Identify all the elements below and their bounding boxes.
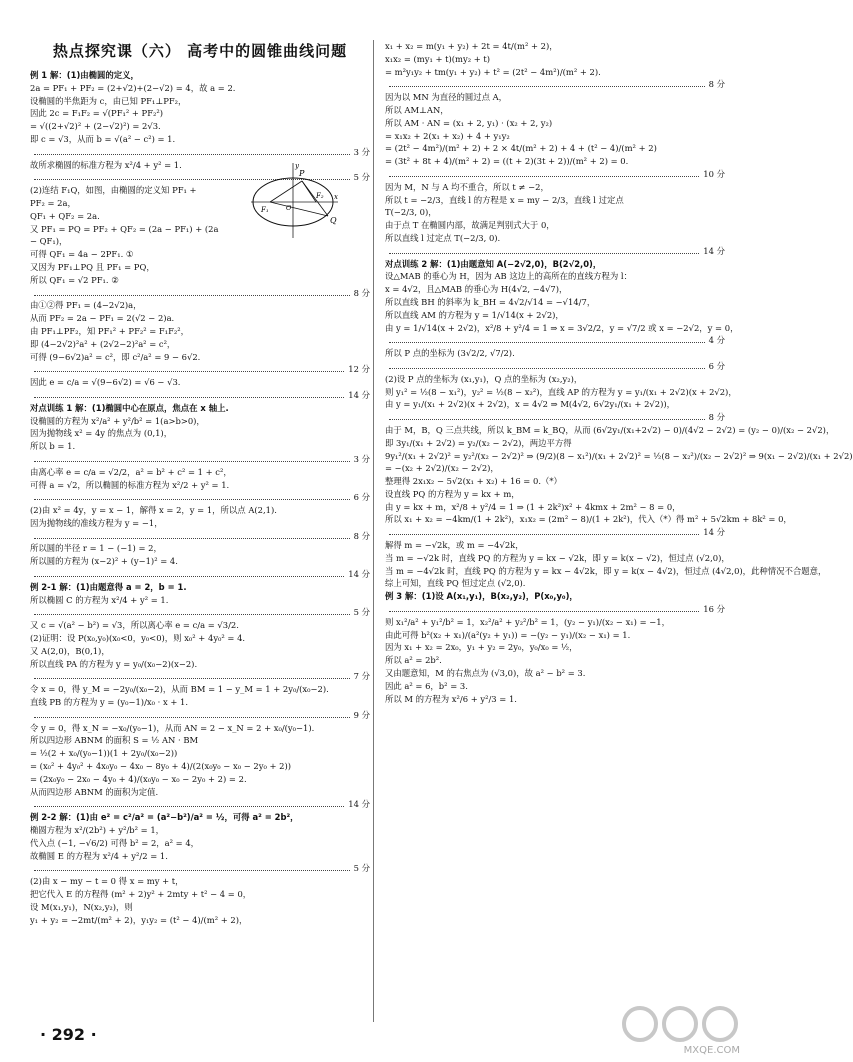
right-text-line: 由 y = kx + m，x²/8 + y²/4 = 1 ⇒ (1 + 2k²)x² + 4kmx + 2m² − 8 = 0， (385, 501, 681, 512)
right-text-line: 因为 x₁ + x₂ = 2x₀，y₁ + y₂ = 2y₀，y₀/x₀ = ½， (385, 642, 578, 653)
leader-dots (389, 176, 699, 177)
leader-dots (389, 611, 699, 612)
label-f2: F₂ (316, 192, 324, 200)
label-y: y (295, 162, 299, 170)
right-score-row (385, 78, 725, 91)
watermark-logo-icon (620, 1004, 740, 1044)
right-text-line: (2)设 P 点的坐标为 (x₁,y₁)，Q 点的坐标为 (x₂,y₂)， (385, 373, 583, 384)
left-text-line: 设椭圆的半焦距为 c，由已知 PF₁⊥PF₂， (30, 95, 187, 106)
right-column (385, 40, 853, 1022)
score-label: 8 分 (353, 530, 370, 541)
left-score-row (30, 798, 370, 811)
left-score-row (30, 709, 370, 722)
left-text-line: 对点训练 1 解：(1)椭圆中心在原点，焦点在 x 轴上. (30, 402, 229, 413)
right-text-line: 所以 P 点的坐标为 (3√2/2, √7/2). (385, 348, 515, 359)
right-score-row (385, 360, 725, 373)
label-o: O (286, 204, 292, 212)
left-text-line: (2)由 x² = 4y，y = x − 1，解得 x = 2，y = 1，所以点 A(2,1). (30, 505, 277, 516)
score-label: 8 分 (353, 287, 370, 298)
right-score-row (385, 168, 725, 181)
left-score-row (30, 862, 370, 875)
right-text-line: 因为以 MN 为直径的圆过点 A， (385, 92, 508, 103)
left-text-line: 例 2-1 解：(1)由题意得 a = 2，b = 1. (30, 581, 187, 592)
right-score-row (385, 245, 725, 258)
score-label: 14 分 (348, 389, 370, 400)
right-text-line: 即 3y₁/(x₁ + 2√2) = y₂/(x₂ − 2√2)，两边平方得 (385, 437, 572, 448)
left-text-line: QF₁ + QF₂ = 2a. (30, 210, 100, 221)
leader-dots (34, 870, 350, 871)
left-text-line: 所以圆的方程为 (x−2)² + (y−1)² = 4. (30, 556, 178, 567)
score-label: 8 分 (708, 79, 725, 90)
right-text-line: 所以 M 的方程为 x²/6 + y²/3 = 1. (385, 693, 517, 704)
left-text-line: 故所求椭圆的标准方程为 x²/4 + y² = 1. (30, 159, 182, 170)
score-label: 6 分 (708, 360, 725, 371)
left-text-line: (2)由 x − my − t = 0 得 x = my + t， (30, 876, 184, 887)
left-text-line: (2)证明：设 P(x₀,y₀)(x₀<0，y₀<0)，则 x₀² + 4y₀² = 4. (30, 633, 246, 644)
leader-dots (389, 342, 705, 343)
right-text-line: 所以 AM⊥AN， (385, 104, 449, 115)
left-text-line: = (x₀² + 4y₀² + 4x₀y₀ − 4x₀ − 8y₀ + 4)/(2(x₀y₀ − x₀ − 2y₀ + 2)) (30, 761, 292, 772)
right-text-line: 所以直线 BH 的斜率为 k_BH = 4√2/√14 = −√14/7， (385, 296, 596, 307)
left-text-line: 设 M(x₁,y₁)，N(x₂,y₂)，则 (30, 901, 133, 912)
right-text-line: 9y₁²/(x₁ + 2√2)² = y₂²/(x₂ − 2√2)² ⇒ (9/2)(8 − x₁²)/(x₁ + 2√2)² = ½(8 − x₂²)/(x₂ − 2√2)² ⇒ 9(x₁ − 2√2)/(x₁ + 2√2) (385, 450, 853, 461)
right-text-line: = m²y₁y₂ + tm(y₁ + y₂) + t² = (2t² − 4m²)/(m² + 2). (385, 66, 601, 77)
left-score-row (30, 530, 370, 543)
label-q: Q (330, 216, 337, 225)
left-text-line: 即 c = √3，从而 b = √(a² − c²) = 1. (30, 133, 176, 144)
leader-dots (389, 368, 705, 369)
right-text-line: 整理得 2x₁x₂ − 5√2(x₁ + x₂) + 16 = 0.（*） (385, 476, 562, 487)
right-score-row (385, 526, 725, 539)
right-text-line: 解得 m = −√2k，或 m = −4√2k， (385, 540, 524, 551)
leader-dots (34, 154, 350, 155)
left-text-line: 例 2-2 解：(1)由 e² = c²/a² = (a²−b²)/a² = ½，可得 a² = 2b²， (30, 812, 299, 823)
score-label: 4 分 (708, 335, 725, 346)
left-text-line: 又 PF₁ = PQ = PF₂ + QF₂ = (2a − PF₁) + (2a (30, 223, 219, 234)
left-text-line: 代入点 (−1, −√6/2) 可得 b² = 2，a² = 4， (30, 837, 200, 848)
leader-dots (34, 295, 350, 296)
score-label: 3 分 (353, 453, 370, 464)
right-text-line: 所以直线 AM 的方程为 y = 1/√14(x + 2√2)， (385, 309, 564, 320)
left-text-line: 因此 e = c/a = √(9−6√2) = √6 − √3. (30, 377, 181, 388)
leader-dots (389, 86, 705, 87)
score-label: 9 分 (353, 709, 370, 720)
left-text-line: 可得 (9−6√2)a² = c²，即 c²/a² = 9 − 6√2. (30, 351, 201, 362)
left-score-row (30, 146, 370, 159)
left-text-line: 所以 b = 1. (30, 441, 76, 452)
left-text-line: 所以圆的半径 r = 1 − (−1) = 2， (30, 543, 162, 554)
right-text-line: T(−2/3, 0)， (385, 207, 437, 218)
left-score-row (30, 389, 370, 402)
left-text-line: 因为抛物线 x² = 4y 的焦点为 (0,1)， (30, 428, 173, 439)
left-text-line: 例 1 解：(1)由椭圆的定义， (30, 70, 139, 80)
leader-dots (34, 538, 350, 539)
left-score-row (30, 568, 370, 581)
left-text-line: 所以 QF₁ = √2 PF₁. ② (30, 274, 119, 285)
label-p: P (299, 169, 305, 178)
right-score-row (385, 603, 725, 616)
column-divider (373, 40, 374, 1022)
left-score-row (30, 670, 370, 683)
left-score-row (30, 287, 370, 300)
leader-dots (34, 806, 344, 807)
score-label: 5 分 (353, 863, 370, 874)
left-text-line: = ½(2 + x₀/(y₀−1))(1 + 2y₀/(x₀−2)) (30, 748, 178, 759)
score-label: 5 分 (353, 172, 370, 183)
leader-dots (34, 614, 350, 615)
right-text-line: 则 y₁² = ½(8 − x₁²)，y₂² = ½(8 − x₂²)，直线 AP 的方程为 y = y₁/(x₁ + 2√2)(x + 2√2)， (385, 386, 737, 397)
left-text-line: 由 PF₁⊥PF₂，知 PF₁² + PF₂² = F₁F₂²， (30, 325, 190, 336)
label-f1: F₁ (261, 206, 269, 214)
left-text-line: 可得 a = √2，所以椭圆的标准方程为 x²/2 + y² = 1. (30, 479, 230, 490)
label-x: x (334, 193, 338, 201)
score-label: 16 分 (703, 604, 725, 615)
leader-dots (34, 461, 350, 462)
score-label: 14 分 (348, 569, 370, 580)
score-label: 10 分 (703, 168, 725, 179)
leader-dots (34, 717, 350, 718)
segment-pf1 (270, 181, 302, 202)
leader-dots (389, 253, 699, 254)
score-label: 5 分 (353, 607, 370, 618)
left-text-line: 即 (4−2√2)²a² + (2√2−2)²a² = c²， (30, 338, 176, 349)
left-text-line: 由①②得 PF₁ = (4−2√2)a， (30, 300, 142, 311)
right-score-row (385, 334, 725, 347)
right-text-line: x = 4√2，且△MAB 的垂心为 H(4√2, −4√7)， (385, 284, 568, 295)
right-text-line: 所以 t = −2/3，直线 l 的方程是 x = my − 2/3，直线 l 过定点 (385, 194, 624, 205)
left-score-row (30, 363, 370, 376)
score-label: 8 分 (708, 412, 725, 423)
left-score-row (30, 453, 370, 466)
right-text-line: 例 3 解：(1)设 A(x₁,y₁)，B(x₂,y₂)，P(x₀,y₀)， (385, 591, 578, 602)
left-text-line: 由离心率 e = c/a = √2/2，a² = b² + c² = 1 + c²， (30, 466, 232, 477)
left-text-line: 又因为 PF₁⊥PQ 且 PF₁ = PQ， (30, 261, 155, 272)
score-label: 12 分 (348, 364, 370, 375)
left-text-line: (2)连结 F₁Q，如图，由椭圆的定义知 PF₁ + (30, 185, 197, 196)
leader-dots (389, 534, 699, 535)
score-label: 14 分 (703, 245, 725, 256)
score-label: 14 分 (348, 799, 370, 810)
page-number: · 292 · (40, 1025, 97, 1044)
right-text-line: x₁ + x₂ = m(y₁ + y₂) + 2t = 4t/(m² + 2)， (385, 41, 558, 51)
left-text-line: 可得 QF₁ = 4a − 2PF₁. ① (30, 249, 134, 260)
leader-dots (34, 397, 344, 398)
right-text-line: = (2t² − 4m²)/(m² + 2) + 2 × 4t/(m² + 2) + 4 + (t² − 4)/(m² + 2) (385, 143, 657, 154)
score-label: 6 分 (353, 492, 370, 503)
right-text-line: 所以 AM · AN = (x₁ + 2, y₁) · (x₂ + 2, y₂) (385, 117, 553, 128)
left-text-line: 所以四边形 ABNM 的面积 S = ½ AN · BM (30, 735, 199, 746)
score-label: 14 分 (703, 527, 725, 538)
right-text-line: 对点训练 2 解：(1)由题意知 A(−2√2,0)，B(2√2,0)， (385, 258, 602, 269)
page-title: 热点探究课（六） 高考中的圆锥曲线问题 (52, 42, 348, 60)
right-text-line: 又由题意知，M 的右焦点为 (√3,0)，故 a² − b² = 3. (385, 668, 586, 679)
right-text-line: = x₁x₂ + 2(x₁ + x₂) + 4 + y₁y₂ (385, 130, 510, 141)
right-body (385, 40, 853, 705)
score-label: 7 分 (353, 671, 370, 682)
left-score-row (30, 606, 370, 619)
right-text-line: 设△MAB 的垂心为 H，因为 AB 这边上的高所在的直线方程为 l： (385, 271, 632, 282)
left-text-line: 令 x = 0，得 y_M = −2y₀/(x₀−2)，从而 BM = 1 − y_M = 1 + 2y₀/(x₀−2). (30, 684, 329, 695)
right-text-line: = (3t² + 8t + 4)/(m² + 2) = ((t + 2)(3t + 2))/(m² + 2) = 0. (385, 156, 629, 167)
right-text-line: x₁x₂ = (my₁ + t)(my₂ + t) (385, 53, 491, 64)
left-text-line: 椭圆方程为 x²/(2b²) + y²/b² = 1， (30, 825, 165, 836)
right-text-line: 由 y = 1/√14(x + 2√2)，x²/8 + y²/4 = 1 ⇒ x = 3√2/2，y = √7/2 或 x = −2√2，y = 0， (385, 322, 739, 333)
right-text-line: 由 y = y₁/(x₁ + 2√2)(x + 2√2)，x = 4√2 ⇒ M(4√2, 6√2y₁/(x₁ + 2√2))， (385, 399, 675, 410)
right-text-line: 因为 M，N 与 A 均不重合，所以 t ≠ −2， (385, 181, 549, 192)
left-text-line: 设椭圆的方程为 x²/a² + y²/b² = 1(a>b>0)， (30, 415, 205, 426)
left-text-line: − QF₁)， (30, 236, 68, 247)
right-text-line: 所以直线 l 过定点 T(−2/3, 0). (385, 232, 501, 243)
right-text-line: 由此可得 b²(x₂ + x₁)/(a²(y₂ + y₁)) = −(y₂ − y₁)/(x₂ − x₁) = 1. (385, 629, 631, 640)
right-text-line: 综上可知，直线 PQ 恒过定点 (√2,0). (385, 578, 526, 589)
right-text-line: 所以 x₁ + x₂ = −4km/(1 + 2k²)，x₁x₂ = (2m² − 8)/(1 + 2k²)，代入（*）得 m² + 5√2km + 8k² = 0， (385, 514, 792, 525)
leader-dots (34, 499, 350, 500)
leader-dots (389, 419, 705, 420)
score-label: 3 分 (353, 146, 370, 157)
left-score-row (30, 491, 370, 504)
right-text-line: 当 m = −√2k 时，直线 PQ 的方程为 y = kx − √2k，即 y = k(x − √2)，恒过点 (√2,0)， (385, 552, 730, 563)
leader-dots (34, 371, 344, 372)
left-text-line: 因此 2c = F₁F₂ = √(PF₁² + PF₂²) (30, 108, 163, 119)
left-text-line: 故椭圆 E 的方程为 x²/4 + y²/2 = 1. (30, 850, 168, 861)
left-text-line: 从而 PF₂ = 2a − PF₁ = 2(√2 − 2)a. (30, 313, 175, 324)
left-text-line: 2a = PF₁ + PF₂ = (2+√2)+(2−√2) = 4，故 a = 2. (30, 82, 236, 93)
right-text-line: 设直线 PQ 的方程为 y = kx + m， (385, 488, 520, 499)
left-text-line: 从而四边形 ABNM 的面积为定值. (30, 786, 159, 797)
right-text-line: 由于点 T 在椭圆内部，故满足判别式大于 0， (385, 220, 555, 231)
leader-dots (34, 576, 344, 577)
left-text-line: 因为抛物线的准线方程为 y = −1， (30, 517, 163, 528)
right-text-line: = −(x₂ + 2√2)/(x₂ − 2√2)， (385, 463, 499, 474)
right-text-line: 因此 a² = 6，b² = 3. (385, 680, 468, 691)
left-text-line: PF₂ = 2a， (30, 197, 76, 208)
watermark (570, 1004, 740, 1056)
left-text-line: 所以直线 PA 的方程为 y = y₀/(x₀−2)(x−2). (30, 658, 198, 669)
left-text-line: = √((2+√2)² + (2−√2)²) = 2√3. (30, 121, 161, 132)
left-text-line: = (2x₀y₀ − 2x₀ − 4y₀ + 4)/(x₀y₀ − x₀ − 2y₀ + 2) = 2. (30, 773, 247, 784)
left-text-line: 又 A(2,0)，B(0,1)， (30, 645, 110, 656)
left-text-line: y₁ + y₂ = −2mt/(m² + 2)，y₁y₂ = (t² − 4)/(m² + 2)， (30, 914, 248, 925)
watermark-text: MXQE.COM (683, 1045, 740, 1056)
right-score-row (385, 411, 725, 424)
left-text-line: 令 y = 0，得 x_N = −x₀/(y₀−1)，从而 AN = 2 − x_N = 2 + x₀/(y₀−1). (30, 722, 315, 733)
ellipse-figure (246, 160, 341, 240)
left-text-line: 把它代入 E 的方程得 (m² + 2)y² + 2mty + t² − 4 = 0， (30, 889, 252, 899)
left-text-line: 直线 PB 的方程为 y = (y₀−1)/x₀ · x + 1. (30, 697, 189, 708)
right-text-line: 则 x₁²/a² + y₁²/b² = 1，x₂²/a² + y₂²/b² = 1，(y₂ − y₁)/(x₂ − x₁) = −1， (385, 616, 670, 627)
leader-dots (34, 678, 350, 679)
left-text-line: 又 c = √(a² − b²) = √3，所以离心率 e = c/a = √3/2. (30, 620, 239, 631)
right-text-line: 由于 M，B，Q 三点共线，所以 k_BM = k_BQ，从而 (6√2y₁/(x₁+2√2) − 0)/(4√2 − 2√2) = (y₂ − 0)/(x₂ − 2√2)， (385, 424, 835, 435)
right-text-line: 所以 a² = 2b². (385, 655, 442, 666)
right-text-line: 当 m = −4√2k 时，直线 PQ 的方程为 y = kx − 4√2k，即 y = k(x − 4√2)，恒过点 (4√2,0)，此种情况不合题意， (385, 565, 827, 576)
left-text-line: 所以椭圆 C 的方程为 x²/4 + y² = 1. (30, 594, 169, 605)
